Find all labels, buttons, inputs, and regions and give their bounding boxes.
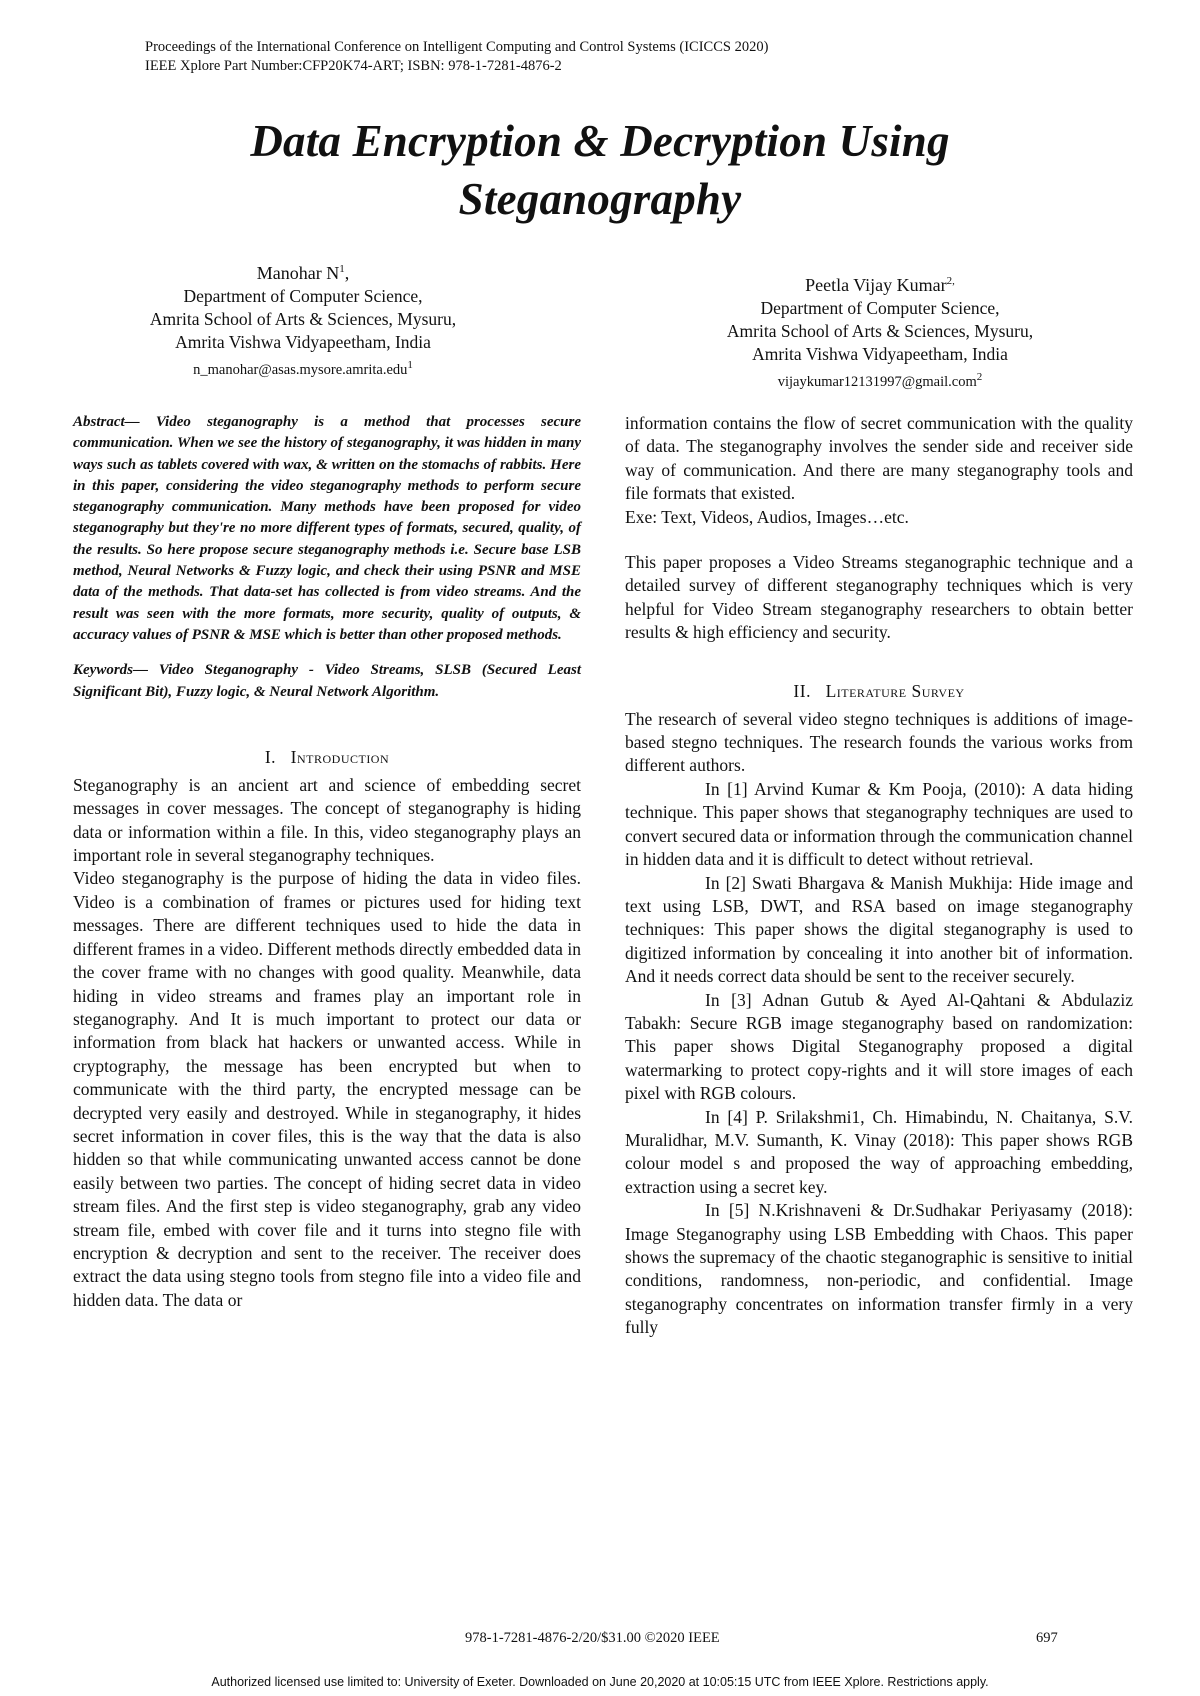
left-column: [73, 412, 581, 1312]
section-heading-introduction: I. Introduction: [264, 746, 390, 767]
conference-line: Proceedings of the International Conference on Intelligent Computing and Control Systems (ICICCS 2020): [145, 39, 769, 55]
author-department: Department of Computer Science,: [183, 286, 423, 306]
reference-paragraph: In [1] Arvind Kumar & Km Pooja, (2010): A data hiding technique. This paper shows that steganography techniques are used to convert secured data or information through the communication channel in hidden data and it is difficult to detect without retrieval.: [625, 778, 1133, 870]
author-university: Amrita Vishwa Vidyapeetham, India: [752, 344, 1008, 364]
author-email[interactable]: n_manohar@asas.mysore.amrita.edu$^1$: [193, 359, 413, 378]
section-heading-literature-survey: II. Literature Survey: [793, 680, 965, 701]
paragraph: Steganography is an ancient art and science of embedding secret messages in cover messages. The concept of steganography is hiding data or information within a file. In this, video steganography plays an important role in several steganography techniques.: [73, 774, 581, 866]
author-university: Amrita Vishwa Vidyapeetham, India: [175, 332, 431, 352]
authorized-use-notice: Authorized licensed use limited to: University of Exeter. Downloaded on June 20,2020 at 10:05:15 UTC from IEEE Xplore. Restrictions apply.: [211, 1675, 989, 1689]
right-column: [625, 412, 1133, 1340]
part-number-line: IEEE Xplore Part Number:CFP20K74-ART; ISBN: 978-1-7281-4876-2: [145, 58, 562, 74]
author-name: Manohar $N^1$,: [256, 263, 350, 283]
page-number: 697: [1036, 1630, 1058, 1646]
author-block-1: [118, 258, 488, 382]
reference-paragraph: In [3] Adnan Gutub & Ayed Al-Qahtani & Abdulaziz Tabakh: Secure RGB image steganography based on randomization: This paper shows Digital Steganography proposed a digital watermarking to protect copy-rights and it will store images of each pixel with RGB colours.: [625, 989, 1133, 1104]
author-school: Amrita School of Arts & Sciences, Mysuru,: [726, 321, 1034, 341]
paragraph: Exe: Text, Videos, Audios, Images…etc.: [625, 506, 909, 527]
paragraph: The research of several video stegno techniques is additions of image-based stegno techniques. The research founds the various works from different authors.: [625, 708, 1133, 776]
author-name: Peetla Vijay Kumar$^{2,}$: [805, 275, 955, 295]
keywords: Keywords— Video Steganography - Video Streams, SLSB (Secured Least Significant Bit), Fuzzy logic, & Neural Network Algorithm.: [73, 662, 581, 700]
title-line-2: Steganography: [458, 174, 742, 224]
reference-paragraph: In [5] N.Krishnaveni & Dr.Sudhakar Periyasamy (2018): Image Steganography using LSB Embedding with Chaos. This paper shows the supremacy of the chaotic steganographic is sensitive to initial conditions, randomness, non-periodic, and confidential. Image steganography concentrates on information transfer firmly in a very fully: [625, 1200, 1133, 1338]
abstract-text: Abstract— Video steganography is a method that processes secure communication. When we see the history of steganography, it was hidden in many ways such as tablets covered with wax, & written on the stomachs of rabbits. Here in this paper, considering the video steganography methods to perform secure steganography communication. Many methods have been proposed for video steganography but they're no more different types of formats, secured, quality, of the results. So here propose secure steganography methods i.e. Secure base LSB method, Neural Networks & Fuzzy logic, and check their using PSNR and MSE data of the methods. That data-set has collected is from video streams. And the result was seen with the more formats, more security, quality of outputs, & accuracy values of PSNR & MSE which is better than other proposed methods.: [73, 414, 581, 643]
abstract: [73, 412, 581, 703]
literature-survey-body: [625, 708, 1133, 1340]
reference-paragraph: In [4] P. Srilakshmi1, Ch. Himabindu, N. Chaitanya, S.V. Muralidhar, M.V. Sumanth, K. Vinay (2018): This paper shows RGB colour model s and proposed the way of approaching embedding, extraction using a secret key.: [625, 1106, 1133, 1197]
title-line-1: Data Encryption & Decryption Using: [250, 116, 950, 166]
paragraph: This paper proposes a Video Streams steganographic technique and a detailed survey of different steganography techniques which is very helpful for Video Stream steganography researchers to obtain better results & high efficiency and security.: [625, 552, 1133, 643]
copyright-line: 978-1-7281-4876-2/20/$31.00 ©2020 IEEE: [465, 1630, 720, 1646]
author-block-2: [680, 270, 1080, 394]
running-header: [145, 38, 768, 76]
introduction-body: [73, 774, 581, 1312]
paragraph: Video steganography is the purpose of hiding the data in video files. Video is a combination of frames or pictures used for hiding text messages. There are different techniques used to hide the data in different frames in a video. Different methods directly embedded data in the cover frame with no changes with good quality. Meanwhile, data hiding in video streams and frames play an important role in steganography. And It is much important to protect our data or information from black hat hackers or unwanted access. While in cryptography, the message has been encrypted but when to communicate with the third party, the encrypted message can be decrypted very easily and destroyed. While in steganography, it hides secret information in cover files, this is the way that the data is also hidden so that while communicating unwanted access cannot be done easily between two parties. The concept of hiding secret data in video stream files. And the first step is video steganography, grab any video stream file, embed with cover file and it turns into stegno file with encryption & decryption and sent to the receiver. The receiver does extract the data using stegno tools from stegno file into a video file and hidden data. The data or: [73, 868, 581, 1310]
author-email[interactable]: vijaykumar12131997@gmail.com$^2$: [777, 371, 983, 390]
paper-title: [0, 112, 1200, 228]
reference-paragraph: In [2] Swati Bhargava & Manish Mukhija: Hide image and text using LSB, DWT, and RSA based on image steganography techniques: This paper shows the digital steganography is used to digitized information by concealing it into another bit of information. And it needs correct data should be sent to the receiver securely.: [625, 872, 1133, 987]
author-school: Amrita School of Arts & Sciences, Mysuru,: [149, 309, 457, 329]
paragraph: information contains the flow of secret communication with the quality of data. The steganography involves the sender side and receiver side way of communication. And there are many steganography tools and file formats that existed.: [625, 413, 1133, 504]
author-department: Department of Computer Science,: [760, 298, 1000, 318]
